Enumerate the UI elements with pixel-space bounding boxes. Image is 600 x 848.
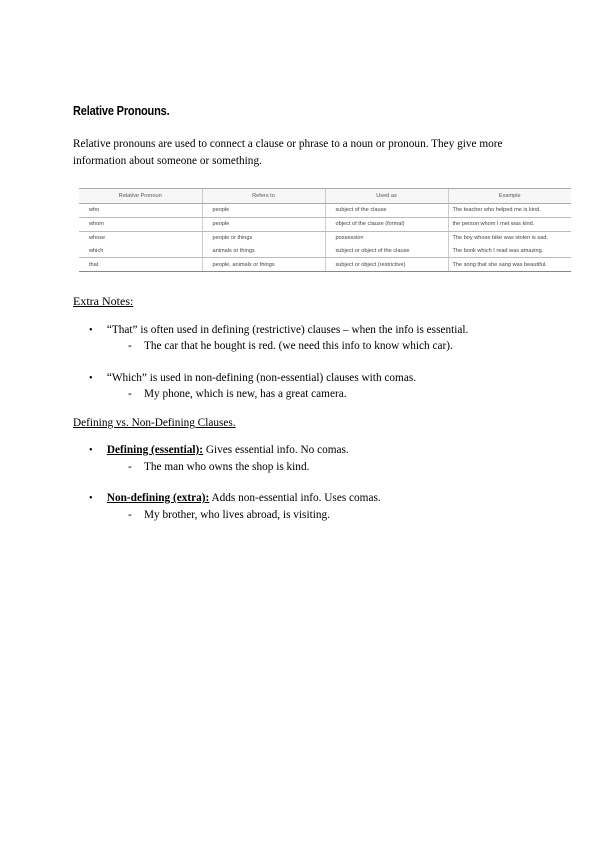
table-header-cell: Example	[448, 189, 571, 204]
clause-label: Defining (essential):	[106, 442, 204, 456]
clause-item	[89, 442, 349, 457]
extra-note-example	[128, 338, 453, 353]
table-cell: who	[79, 204, 202, 218]
clause-example	[128, 459, 309, 474]
extra-note-text: “Which” is used in non-defining (non-essential) clauses with comas.	[106, 370, 417, 384]
table-cell: whose	[89, 235, 106, 242]
extra-note-example	[128, 386, 347, 401]
bullet-icon: •	[89, 444, 93, 456]
table-cell: subject or object of the clause	[325, 244, 448, 257]
dash-icon: -	[128, 507, 132, 521]
table-row	[79, 231, 571, 244]
clause-text: Adds non-essential info. Uses comas.	[209, 490, 381, 504]
table-cell: people, animals or things	[202, 258, 325, 272]
extra-note-item	[89, 370, 416, 385]
extra-note-item	[89, 322, 468, 337]
table-cell: people	[202, 217, 325, 231]
table-cell: The song that she sang was beautiful.	[448, 258, 571, 272]
clause-example	[128, 507, 330, 522]
table-row	[79, 244, 571, 257]
table-header-row	[79, 189, 571, 204]
clause-label: Non-defining (extra):	[106, 490, 210, 504]
bullet-icon: •	[89, 372, 93, 384]
table-header-cell: Relative Pronoun	[79, 189, 202, 204]
clause-item	[89, 490, 381, 505]
table-cell: animals or things	[202, 244, 325, 257]
table-cell: object of the clause (formal)	[325, 217, 448, 231]
table-cell: The boy whose bike was stolen is sad.	[448, 231, 571, 244]
table-cell: The teacher who helped me is kind.	[448, 204, 571, 218]
dash-icon: -	[128, 338, 132, 352]
example-text: The man who owns the shop is kind.	[143, 459, 310, 473]
table-cell: that	[79, 258, 202, 272]
example-text: The car that he bought is red. (we need this info to know which car).	[143, 338, 453, 352]
example-text: My brother, who lives abroad, is visiting.	[143, 507, 330, 521]
page-heading: Relative Pronouns.	[73, 104, 170, 118]
table-cell: which	[79, 244, 202, 257]
dash-icon: -	[128, 459, 132, 473]
table-row	[79, 204, 571, 218]
table-cell: subject of the clause	[325, 204, 448, 218]
bullet-icon: •	[89, 324, 93, 336]
extra-notes-title: Extra Notes:	[73, 294, 134, 308]
table-cell: people	[202, 204, 325, 218]
dash-icon: -	[128, 386, 132, 400]
relative-pronouns-table	[79, 188, 571, 272]
intro-paragraph: Relative pronouns are used to connect a clause or phrase to a noun or pronoun. They give more information about someone or something.	[73, 136, 503, 167]
table-row	[79, 258, 571, 272]
table-cell: the person whom I met was kind.	[448, 217, 571, 231]
table-cell: whom	[79, 217, 202, 231]
example-text: My phone, which is new, has a great camera.	[143, 386, 347, 400]
table-cell: subject or object (restrictive)	[325, 258, 448, 272]
table-row	[79, 217, 571, 231]
bullet-icon: •	[89, 492, 93, 504]
extra-note-text: “That” is often used in defining (restrictive) clauses – when the info is essential.	[106, 322, 469, 336]
clauses-title: Defining vs. Non-Defining Clauses.	[73, 415, 236, 429]
table-cell: people or things	[202, 231, 325, 244]
table-cell: possession	[325, 231, 448, 244]
table-header-cell: Refers to	[202, 189, 325, 204]
table-cell: The book which I read was amazing.	[448, 244, 571, 257]
clause-text: Gives essential info. No comas.	[203, 442, 349, 456]
table-header-cell: Used as	[325, 189, 448, 204]
